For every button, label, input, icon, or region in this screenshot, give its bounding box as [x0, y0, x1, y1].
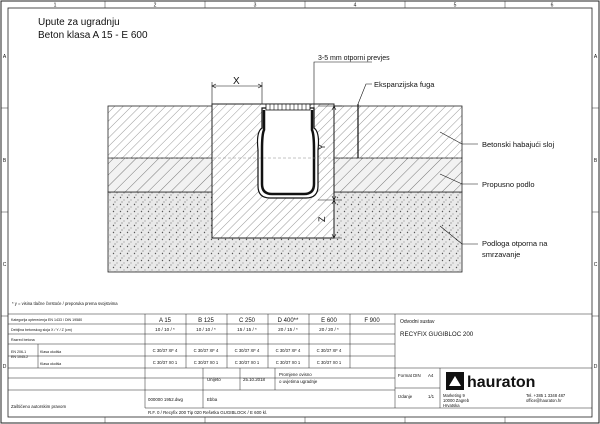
row-label-b: B	[2, 158, 7, 164]
row-label-env-b: Klasa okoliša	[40, 362, 62, 366]
dims-a15: 10 / 10 / *	[155, 327, 175, 332]
dimension-x: X	[233, 76, 240, 87]
row-label-load-class: Kategorija opterećenja EN 1433 / DIN 19580	[11, 318, 83, 322]
company-address-2: 10000 Zagreb	[443, 398, 470, 403]
title-line-1: Upute za ugradnju	[38, 17, 120, 28]
callout-overhang: 3-5 mm otporni prevjes	[318, 55, 390, 62]
sheet-label: Izdanje	[398, 394, 413, 399]
dims-b125: 10 / 10 / *	[196, 327, 216, 332]
dims-e600: 20 / 20 / *	[319, 327, 339, 332]
format-value: A4	[428, 373, 434, 378]
row-label-c: C	[2, 262, 7, 268]
footnote: * y = visina tlačne čvrstoće / preporuka prema svojstvima	[12, 301, 118, 306]
class-c250: C 250	[238, 318, 256, 324]
company-address-1: Marketing 9	[443, 393, 465, 398]
concrete-a-c250: C 30/37 XF 4	[234, 348, 260, 353]
concrete-a-e600: C 30/37 XF 4	[316, 348, 342, 353]
row-label-a-right: A	[593, 54, 598, 60]
dims-d400: 20 / 15 / *	[278, 327, 298, 332]
col-label-1: 1	[53, 2, 57, 9]
format-label: Format DIN	[398, 373, 421, 378]
side-label-2: EN 1045-2	[11, 355, 29, 359]
row-label-b-right: B	[593, 158, 598, 164]
row-label-concrete: Razred betona	[11, 338, 35, 342]
scale: Ebba	[207, 397, 218, 402]
concrete-a-a15: C 30/37 XF 4	[152, 348, 178, 353]
drawn-label: Unijeto	[207, 377, 221, 382]
copyright-note: Zaštićeno autorskim pravom	[11, 404, 67, 409]
callout-subgrade-line2: smrzavanje	[482, 250, 521, 259]
drainage-channel	[258, 108, 319, 198]
concrete-b-d400: C 30/37 X0 1	[275, 360, 301, 365]
row-label-a: A	[2, 54, 7, 60]
concrete-b-b125: C 30/37 X0 1	[193, 360, 219, 365]
row-label-d-right: D	[593, 364, 598, 370]
concrete-a-b125: C 30/37 XF 4	[193, 348, 219, 353]
row-label-env-a: Klasa okoliša	[40, 350, 62, 354]
company-phone: Tel. +385 1 3348 487	[526, 393, 566, 398]
sheet-value: 1/1	[428, 394, 435, 399]
logo-text: hauraton	[467, 374, 536, 391]
row-label-c-right: C	[593, 262, 598, 268]
grate	[266, 104, 310, 110]
concrete-b-e600: C 30/37 X0 1	[316, 360, 342, 365]
callout-subgrade: Podloga otporna na	[482, 239, 548, 248]
drawn-date: 25.10.2018	[243, 377, 265, 382]
col-label-3: 3	[253, 2, 257, 9]
callout-expansion-joint: Ekspanzijska fuga	[374, 80, 435, 89]
col-label-4: 4	[353, 2, 357, 9]
class-a15: A 15	[158, 318, 172, 324]
class-b125: B 125	[198, 318, 214, 324]
class-d400: D 400**	[277, 318, 299, 324]
col-label-6: 6	[550, 2, 554, 9]
row-label-thickness: Debljina betonskog sloja X / Y / Z (cm)	[11, 328, 72, 332]
doc-number: 000000 1952.dwg	[148, 397, 183, 402]
note-line-2: o uvjetima ugradnje	[279, 379, 318, 384]
product-name: RECYFIX GUGIBLOC 200	[400, 331, 474, 338]
callout-wear-layer: Betonski habajući sloj	[482, 140, 555, 149]
company-email: office@hauraton.hr	[526, 398, 562, 403]
callout-permeable-base: Propusno podlo	[482, 180, 535, 189]
col-label-2: 2	[153, 2, 157, 9]
class-f900: F 900	[364, 318, 380, 324]
dims-c250: 15 / 15 / *	[237, 327, 257, 332]
hauraton-logo	[446, 372, 535, 391]
concrete-b-a15: C 30/37 X0 1	[152, 360, 178, 365]
concrete-a-d400: C 30/37 XF 4	[275, 348, 301, 353]
company-address-3: Hrvatska	[443, 403, 460, 408]
side-label-1: EN 206-1	[11, 350, 27, 354]
bottom-line: R.F. 0 / Recyfix 200 Tip 020 Rešetka GUGIBLOCK / E 600 kl.	[148, 410, 268, 415]
note-line-1: Promjene ovisno	[279, 372, 312, 377]
title-line-2: Beton klasa A 15 - E 600	[38, 30, 148, 41]
cross-section	[108, 104, 462, 272]
product-heading: Odvodni sustav	[400, 319, 435, 325]
dimension-z: Z	[317, 216, 327, 222]
col-label-5: 5	[453, 2, 457, 9]
class-e600: E 600	[321, 318, 337, 324]
concrete-b-c250: C 30/37 X0 1	[234, 360, 260, 365]
row-label-d: D	[2, 364, 7, 370]
dimension-y: Y	[317, 143, 327, 150]
